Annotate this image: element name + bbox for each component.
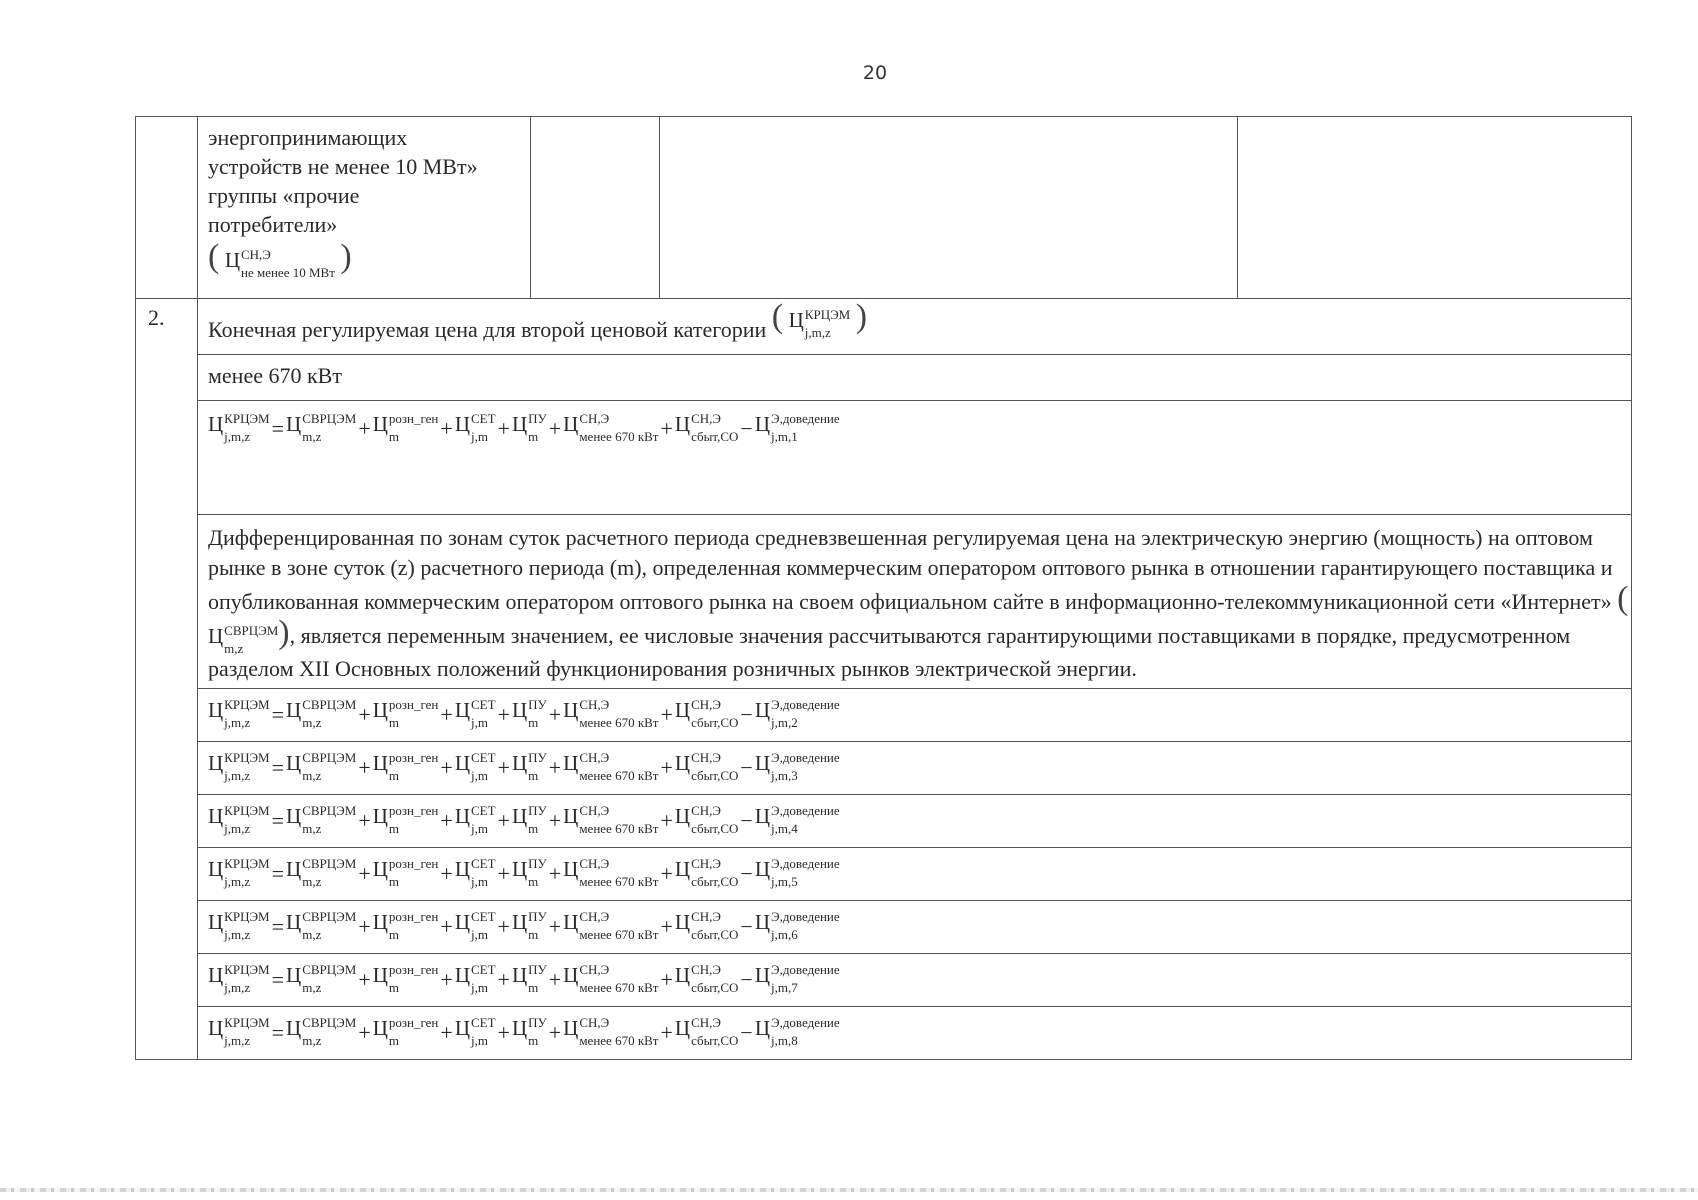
formula-term: Ц СЕТ j,m: [454, 697, 496, 730]
cont-line-2: устройств не менее 10 МВт»: [208, 154, 478, 179]
formula-term: Ц СН,Э менее 670 кВт: [563, 411, 659, 444]
price-table: [135, 116, 1632, 1060]
symbol-krcem: Ц КРЦЭМ j,m,z: [788, 307, 851, 340]
formula: [208, 697, 840, 730]
formula-term: Ц КРЦЭМ j,m,z: [208, 962, 270, 995]
formula-term: Ц СВРЦЭМ m,z: [286, 411, 357, 444]
formula-term: Ц КРЦЭМ j,m,z: [208, 909, 270, 942]
formula-cell-4: [198, 795, 1632, 848]
subheading-row: [136, 355, 1632, 401]
formula-term: Ц КРЦЭМ j,m,z: [208, 1015, 270, 1048]
formula-operator: +: [358, 702, 371, 727]
formula-operator: +: [660, 861, 673, 886]
formula-cell-7: [198, 954, 1632, 1007]
formula-term: Ц КРЦЭМ j,m,z: [208, 856, 270, 889]
formula-operator: +: [358, 808, 371, 833]
section-heading: [198, 299, 1632, 355]
cont-line-4: потребители»: [208, 212, 338, 237]
formula-term: Ц ПУ m: [511, 750, 547, 783]
formula: [208, 962, 840, 995]
formula-operator: +: [548, 967, 562, 992]
formula-term: Ц ПУ m: [511, 697, 547, 730]
formula-operator: +: [548, 861, 562, 886]
formula-operator: +: [440, 914, 453, 939]
formula-row-5: [136, 848, 1632, 901]
definition-paragraph: [198, 515, 1632, 689]
cont-line-3: группы «прочие: [208, 183, 360, 208]
formula-operator: −: [740, 702, 753, 727]
formula-row-8: [136, 1007, 1632, 1060]
formula-operator: +: [358, 861, 371, 886]
formula-term: Ц КРЦЭМ j,m,z: [208, 803, 270, 836]
formula-term: Ц СЕТ j,m: [454, 962, 496, 995]
formula-term: Ц СВРЦЭМ m,z: [286, 750, 357, 783]
formula-term: Ц СЕТ j,m: [454, 856, 496, 889]
formula-term: Ц Э,доведение j,m,3: [754, 750, 840, 783]
formula-term: Ц СН,Э менее 670 кВт: [563, 1015, 659, 1048]
formula-term: Ц СВРЦЭМ m,z: [286, 803, 357, 836]
paren-open: (: [1617, 580, 1629, 617]
formula-operator: +: [660, 416, 673, 441]
formula-operator: =: [271, 967, 285, 992]
formula-term: Ц СН,Э сбыт,СО: [674, 697, 739, 730]
formula-operator: +: [548, 702, 562, 727]
formula-row-4: [136, 795, 1632, 848]
formula-operator: =: [271, 914, 285, 939]
formula-term: Ц СЕТ j,m: [454, 803, 496, 836]
cont-cell-5: [1238, 117, 1632, 299]
formula-term: Ц розн_ген m: [372, 750, 439, 783]
subheading: менее 670 кВт: [198, 355, 1632, 401]
formula-operator: =: [271, 755, 285, 780]
formula-term: Ц СЕТ j,m: [454, 750, 496, 783]
formula: [208, 856, 840, 889]
formula-operator: −: [740, 861, 753, 886]
cont-symbol: [208, 238, 522, 280]
formula-cell-2: [198, 689, 1632, 742]
formula-operator: +: [497, 808, 510, 833]
symbol-svrcem: Ц СВРЦЭМ m,z: [208, 623, 279, 656]
formula-operator: +: [497, 1020, 510, 1045]
formula-term: Ц Э,доведение j,m,1: [754, 411, 840, 444]
paren-open: (: [208, 238, 220, 275]
formula-operator: +: [358, 416, 371, 441]
formula-term: Ц розн_ген m: [372, 411, 439, 444]
formula-term: Ц ПУ m: [511, 411, 547, 444]
definition-text-1: Дифференцированная по зонам суток расчетного периода средневзвешенная регулируемая цена на электрическую энергию (мощность) на оптовом рынке в зоне суток (z) расчетного периода (m), определенная коммерческим оператором оптового рынка в отношении гарантирующего поставщика и опубликованная коммерческим оператором оптового рынка на своем официальном сайте в информационно-телекоммуникационной сети «Интернет»: [208, 525, 1613, 614]
formula-term: Ц СН,Э сбыт,СО: [674, 803, 739, 836]
definition-text-2: , является переменным значением, ее числовые значения рассчитываются гарантирующими поставщиками в порядке, предусмотренном разделом XII Основных положений функционирования розничных рынков электрической энергии.: [208, 623, 1571, 681]
formula-term: Ц СВРЦЭМ m,z: [286, 697, 357, 730]
formula-operator: +: [548, 1020, 562, 1045]
formula-operator: +: [497, 861, 510, 886]
formula-cell-8: [198, 1007, 1632, 1060]
formula-term: Ц СН,Э менее 670 кВт: [563, 962, 659, 995]
formula-operator: +: [440, 967, 453, 992]
formula-term: Ц СН,Э менее 670 кВт: [563, 697, 659, 730]
formula-term: Ц СН,Э сбыт,СО: [674, 411, 739, 444]
formula-operator: +: [660, 702, 673, 727]
formula-operator: −: [740, 914, 753, 939]
formula-cell-6: [198, 901, 1632, 954]
paren-close: ): [340, 238, 352, 275]
formula-operator: +: [548, 416, 562, 441]
formula-operator: +: [497, 702, 510, 727]
formula-operator: −: [740, 808, 753, 833]
formula-operator: +: [497, 755, 510, 780]
symbol-ts-min10: Ц СН,Э не менее 10 МВт: [224, 247, 335, 280]
formula-operator: +: [440, 1020, 453, 1045]
formula-operator: +: [660, 755, 673, 780]
formula-term: Ц СН,Э сбыт,СО: [674, 1015, 739, 1048]
cont-cell-4: [660, 117, 1238, 299]
formula-row-1: [136, 401, 1632, 515]
section-number: 2.: [136, 299, 198, 1060]
formula-operator: +: [497, 914, 510, 939]
formula-term: Ц розн_ген m: [372, 803, 439, 836]
formula-term: Ц Э,доведение j,m,2: [754, 697, 840, 730]
formula-operator: +: [497, 967, 510, 992]
formula-term: Ц СН,Э сбыт,СО: [674, 962, 739, 995]
formula-term: Ц СН,Э сбыт,СО: [674, 909, 739, 942]
formula-term: Ц ПУ m: [511, 856, 547, 889]
formula-term: Ц КРЦЭМ j,m,z: [208, 697, 270, 730]
formula: [208, 1015, 840, 1048]
formula-row-6: [136, 901, 1632, 954]
cont-line-1: энергопринимающих: [208, 125, 408, 150]
formula-operator: +: [440, 861, 453, 886]
formula-term: Ц СВРЦЭМ m,z: [286, 909, 357, 942]
continuation-row: [136, 117, 1632, 299]
formula-term: Ц розн_ген m: [372, 962, 439, 995]
section-heading-row: [136, 299, 1632, 355]
formula-operator: +: [440, 808, 453, 833]
formula-cell-3: [198, 742, 1632, 795]
formula-operator: +: [548, 755, 562, 780]
formula-term: Ц розн_ген m: [372, 909, 439, 942]
formula-term: Ц розн_ген m: [372, 1015, 439, 1048]
formula-operator: +: [440, 755, 453, 780]
formula-term: Ц СН,Э менее 670 кВт: [563, 909, 659, 942]
paren-close: ): [278, 614, 290, 651]
formula-operator: −: [740, 416, 753, 441]
formula-operator: +: [358, 914, 371, 939]
formula-cell-1: [198, 401, 1632, 515]
formula-operator: =: [271, 1020, 285, 1045]
formula-operator: +: [660, 967, 673, 992]
formula-term: Ц СВРЦЭМ m,z: [286, 962, 357, 995]
cont-cell-3: [531, 117, 660, 299]
formula-operator: +: [660, 808, 673, 833]
formula-row-2: [136, 689, 1632, 742]
formula-term: Ц СЕТ j,m: [454, 1015, 496, 1048]
formula: [208, 750, 840, 783]
formula-term: Ц СЕТ j,m: [454, 909, 496, 942]
formula-operator: =: [271, 808, 285, 833]
formula-term: Ц СН,Э менее 670 кВт: [563, 856, 659, 889]
formula-term: Ц СЕТ j,m: [454, 411, 496, 444]
formula-operator: +: [440, 416, 453, 441]
formula-term: Ц СН,Э менее 670 кВт: [563, 750, 659, 783]
formula-operator: =: [271, 861, 285, 886]
formula-operator: +: [548, 914, 562, 939]
scan-artifact-line: [0, 1188, 1698, 1192]
formula-term: Ц Э,доведение j,m,5: [754, 856, 840, 889]
formula-term: Ц КРЦЭМ j,m,z: [208, 750, 270, 783]
formula-term: Ц Э,доведение j,m,6: [754, 909, 840, 942]
page-number: 20: [862, 62, 888, 84]
formula-operator: +: [548, 808, 562, 833]
formula-term: Ц СВРЦЭМ m,z: [286, 1015, 357, 1048]
formula-operator: +: [358, 755, 371, 780]
definition-row: [136, 515, 1632, 689]
formula-operator: −: [740, 967, 753, 992]
formula: [208, 909, 840, 942]
formula-term: Ц ПУ m: [511, 1015, 547, 1048]
formula-term: Ц КРЦЭМ j,m,z: [208, 411, 270, 444]
formula-operator: +: [358, 1020, 371, 1045]
formula-term: Ц розн_ген m: [372, 856, 439, 889]
formula: [208, 411, 840, 444]
formula-operator: +: [497, 416, 510, 441]
formula-row-3: [136, 742, 1632, 795]
formula-operator: +: [660, 1020, 673, 1045]
formula-term: Ц СН,Э сбыт,СО: [674, 750, 739, 783]
formula-term: Ц ПУ m: [511, 909, 547, 942]
cont-num-cell: [136, 117, 198, 299]
formula-operator: =: [271, 416, 285, 441]
formula-term: Ц ПУ m: [511, 962, 547, 995]
formula-operator: +: [358, 967, 371, 992]
formula-term: Ц СН,Э менее 670 кВт: [563, 803, 659, 836]
formula-operator: −: [740, 1020, 753, 1045]
formula-operator: +: [440, 702, 453, 727]
formula-term: Ц Э,доведение j,m,8: [754, 1015, 840, 1048]
paren-open: (: [771, 298, 784, 335]
formula-term: Ц СВРЦЭМ m,z: [286, 856, 357, 889]
formula-operator: −: [740, 755, 753, 780]
formula-term: Ц розн_ген m: [372, 697, 439, 730]
cont-description-cell: [198, 117, 531, 299]
formula-term: Ц Э,доведение j,m,4: [754, 803, 840, 836]
formula-cell-5: [198, 848, 1632, 901]
formula-operator: +: [660, 914, 673, 939]
heading-text: Конечная регулируемая цена для второй ценовой категории: [208, 317, 767, 342]
paren-close: ): [855, 298, 868, 335]
formula-operator: =: [271, 702, 285, 727]
formula: [208, 803, 840, 836]
formula-term: Ц ПУ m: [511, 803, 547, 836]
formula-term: Ц Э,доведение j,m,7: [754, 962, 840, 995]
formula-row-7: [136, 954, 1632, 1007]
formula-term: Ц СН,Э сбыт,СО: [674, 856, 739, 889]
